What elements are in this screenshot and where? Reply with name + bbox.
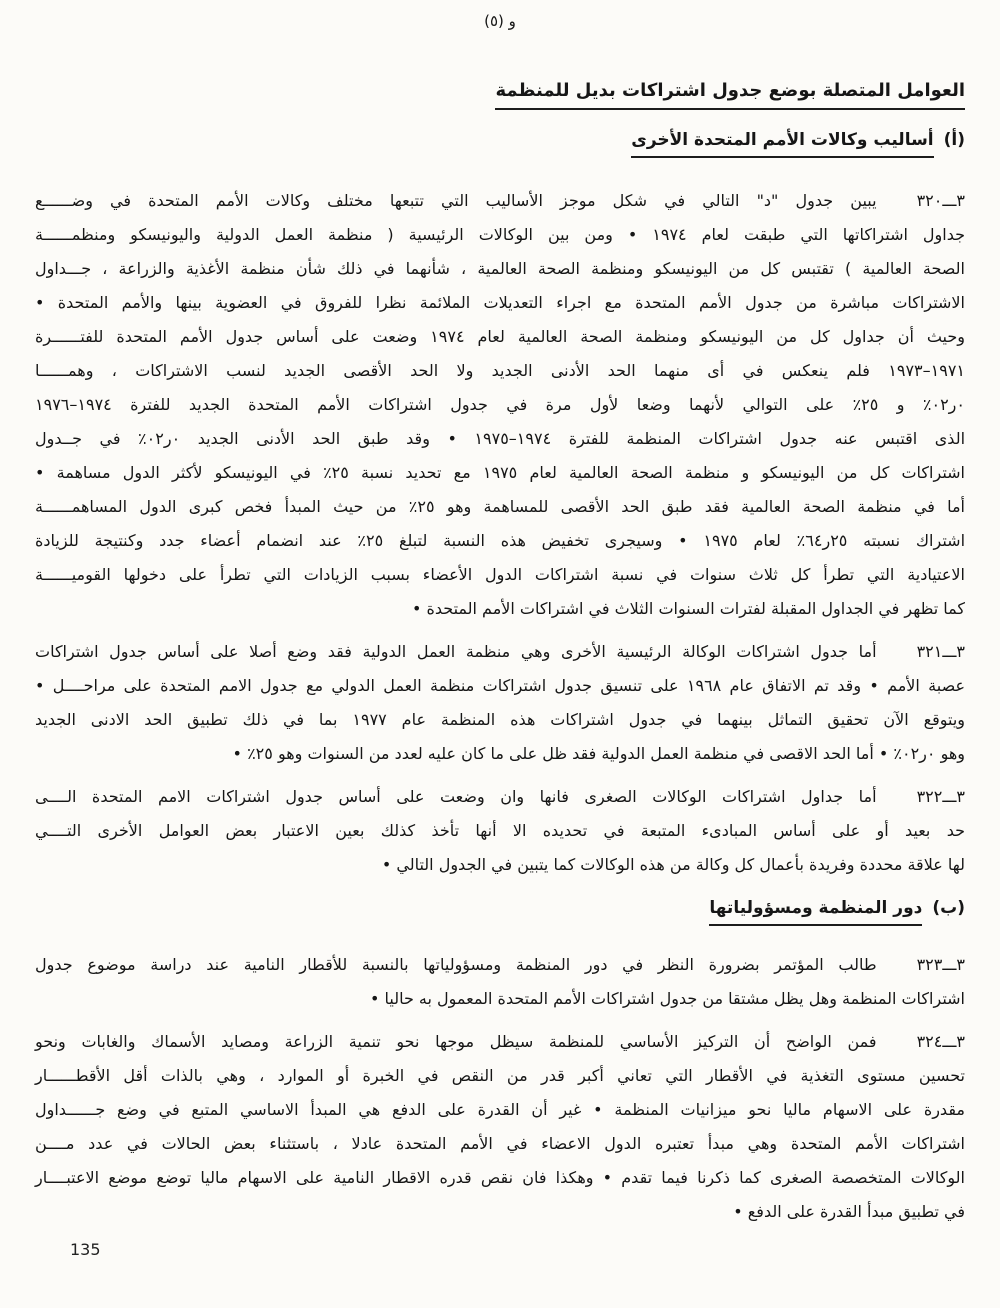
paragraph-line: وهو ٠ر٠٢٪ • أما الحد الاقصى في منظمة العمل الدولية فقد ظل على ما كان عليه لعدد من السنوات وهو ٢٥٪ • (232, 744, 965, 763)
paragraph-line: في تطبيق مبدأ القدرة على الدفع • (733, 1202, 965, 1221)
section-heading-b (35, 898, 965, 926)
paragraph-line (35, 635, 965, 669)
paragraph-line: حد بعيد أو على أساس المبادىء المتبعة في تحديده الا أنها تأخذ كذلك بعين الاعتبار بعض العوامل الأخرى التــــي (35, 821, 965, 840)
paragraph-line: الذى اقتبس عنه جدول اشتراكات المنظمة للفترة ١٩٧٤–١٩٧٥ • وقد طبق الحد الأدنى الجديد ٠ر٠٢٪ في جــدول (35, 429, 966, 448)
paragraph-text: طالب المؤتمر بضرورة النظر في دور المنظمة ومسؤولياتها بالنسبة للأقطار النامية عند دراسة موضوع جدول (35, 955, 877, 974)
section-heading-a (35, 130, 965, 158)
paragraph-number: ٣ـــ٣٢٢ (916, 787, 965, 806)
section-heading-label: أساليب وكالات الأمم المتحدة الأخرى (631, 130, 933, 158)
paragraph-number: ٣ـــ٣٢١ (916, 642, 965, 661)
paragraph-line: ٠ر٠٢٪ و ٢٥٪ على التوالي لأنهما وضعا لأول مرة في جدول اشتراكات الأمم المتحدة الجديد للفترة ١٩٧٤–١٩٧٦ (35, 395, 965, 414)
paragraph (35, 184, 965, 626)
paragraph-number: ٣ـــ٣٢٤ (916, 1032, 965, 1051)
paragraph-line: عصبة الأمم • وقد تم الاتفاق عام ١٩٦٨ على تنسيق جدول اشتراكات منظمة العمل الدولي مع جدول الامم المتحدة على مراحــــل • (35, 676, 965, 695)
document-body (35, 130, 965, 1229)
section-heading-prefix: (ب) (932, 898, 965, 918)
paragraph-line: اشتراكات المنظمة وهل يظل مشتقا من جدول اشتراكات الأمم المتحدة المعمول به حاليا • (369, 989, 965, 1008)
paragraph-line: الوكالات المتخصصة الصغرى كما ذكرنا فيما تقدم • وهكذا فان نقص قدره الاقطار النامية على الاسهام ماليا توضع موضع الاعتبــــار (35, 1168, 965, 1187)
paragraph-line: وحيث أن جداول كل من اليونيسكو ومنظمة الصحة العالمية لعام ١٩٧٤ وضعت على أساس جدول الأمم المتحدة للفتــــــرة (35, 327, 965, 346)
paragraph (35, 635, 965, 771)
page-header-mark: و (٥) (484, 12, 516, 30)
paragraph-line: اشتراكات كل من اليونيسكو و منظمة الصحة العالمية لعام ١٩٧٥ مع تحديد نسبة ٢٥٪ في اليونيسكو لأكثر الدول مساهمة • (35, 463, 966, 482)
paragraph-text: فمن الواضح أن التركيز الأساسي للمنظمة سيظل موجها نحو تنمية الزراعة ومصايد الأسماك والغابات ونحو (35, 1032, 877, 1051)
section-heading-prefix: (أ) (943, 130, 965, 150)
paragraph-number: ٣ـــ٣٢٠ (916, 191, 965, 210)
paragraph-line (35, 780, 965, 814)
paragraph-line (35, 948, 965, 982)
paragraph-line: أما في منظمة الصحة العالمية فقد طبق الحد الأقصى للمساهمة وهو ٢٥٪ من حيث المبدأ فخص كبرى الدول المساهمــــــة (35, 497, 965, 516)
paragraph-line: اشتراكات الأمم المتحدة وهي مبدأ تعتبره الدول الاعضاء في الأمم المتحدة عادلا ، باستثناء بعض الحالات في عدد مــــن (35, 1134, 965, 1153)
paragraph-line: ويتوقع الآن تحقيق التماثل بينهما في جدول اشتراكات هذه المنظمة عام ١٩٧٧ بما في ذلك تطبيق الحد الادنى الجديد (35, 710, 966, 729)
paragraph-line (35, 184, 965, 218)
paragraph-line (35, 1025, 965, 1059)
document-title: العوامل المتصلة بوضع جدول اشتراكات بديل للمنظمة (495, 80, 965, 110)
paragraph (35, 1025, 965, 1229)
paragraph (35, 780, 965, 882)
paragraph-line: جداول اشتراكاتها التي طبقت لعام ١٩٧٤ • ومن بين الوكالات الرئيسية ( منظمة العمل الدولية واليونيسكو ومنظمــــــة (35, 225, 966, 244)
paragraph-text: يبين جدول "د" التالي في شكل موجز الأساليب التي تتبعها مختلف وكالات الأمم المتحدة في وضــــــع (35, 191, 877, 210)
paragraph-line: الاشتراكات مباشرة من جدول الأمم المتحدة مع اجراء التعديلات الملائمة نظرا للفروق في العضوية بينها والأمم المتحدة • (35, 293, 965, 312)
paragraph-text: أما جداول اشتراكات الوكالات الصغرى فانها وان وضعت على أساس جدول اشتراكات الامم المتحدة الــــى (35, 787, 877, 806)
paragraph-line: ١٩٧١–١٩٧٣ فلم ينعكس في أى منهما الحد الأدنى الجديد ولا الحد الأقصى الجديد لنسب الاشتراكات ، وهمــــــا (35, 361, 965, 380)
title-row (35, 80, 965, 110)
paragraph-number: ٣ـــ٣٢٣ (916, 955, 965, 974)
paragraph-line: تحسين مستوى التغذية في الأقطار التي تعاني أكبر قدر من النقص في الخبرة أو الموارد ، وهي بالذات أقل الأقطــــــار (35, 1066, 965, 1085)
section-heading-label: دور المنظمة ومسؤولياتها (709, 898, 922, 926)
page-number: 135 (70, 1240, 101, 1259)
paragraph-text: أما جدول اشتراكات الوكالة الرئيسية الأخرى وهي منظمة العمل الدولية فقد وضع أصلا على أساس جدول اشتراكات (35, 642, 877, 661)
paragraph-line: الصحة العالمية ) تقتبس كل من اليونيسكو ومنظمة الصحة العالمية ، شأنهما في ذلك شأن منظمة الأغذية والزراعة ، جـــداول (35, 259, 965, 278)
paragraph-line: الاعتيادية التي تطرأ كل ثلاث سنوات في نسبة اشتراكات الدول الأعضاء بسبب الزيادات التي تطرأ على دخولها القوميــــــة (35, 565, 965, 584)
paragraph-line: كما تظهر في الجداول المقبلة لفترات السنوات الثلاث في اشتراكات الأمم المتحدة • (411, 599, 965, 618)
paragraph-line: لها علاقة محددة وفريدة بأعمال كل وكالة من هذه الوكالات كما يتبين في الجدول التالي • (381, 855, 965, 874)
paragraph-line: اشتراك نسبته ٢٥ر٦٤٪ لعام ١٩٧٥ • وسيجرى تخفيض هذه النسبة لتبلغ ٢٥٪ عند انضمام أعضاء جدد وكنتيجة للزيادة (35, 531, 966, 550)
paragraph (35, 948, 965, 1016)
paragraph-line: مقدرة على الاسهام ماليا نحو ميزانيات المنظمة • غير أن القدرة على الدفع هي المبدأ الاساسي المتبع في وضع جــــــداول (35, 1100, 965, 1119)
